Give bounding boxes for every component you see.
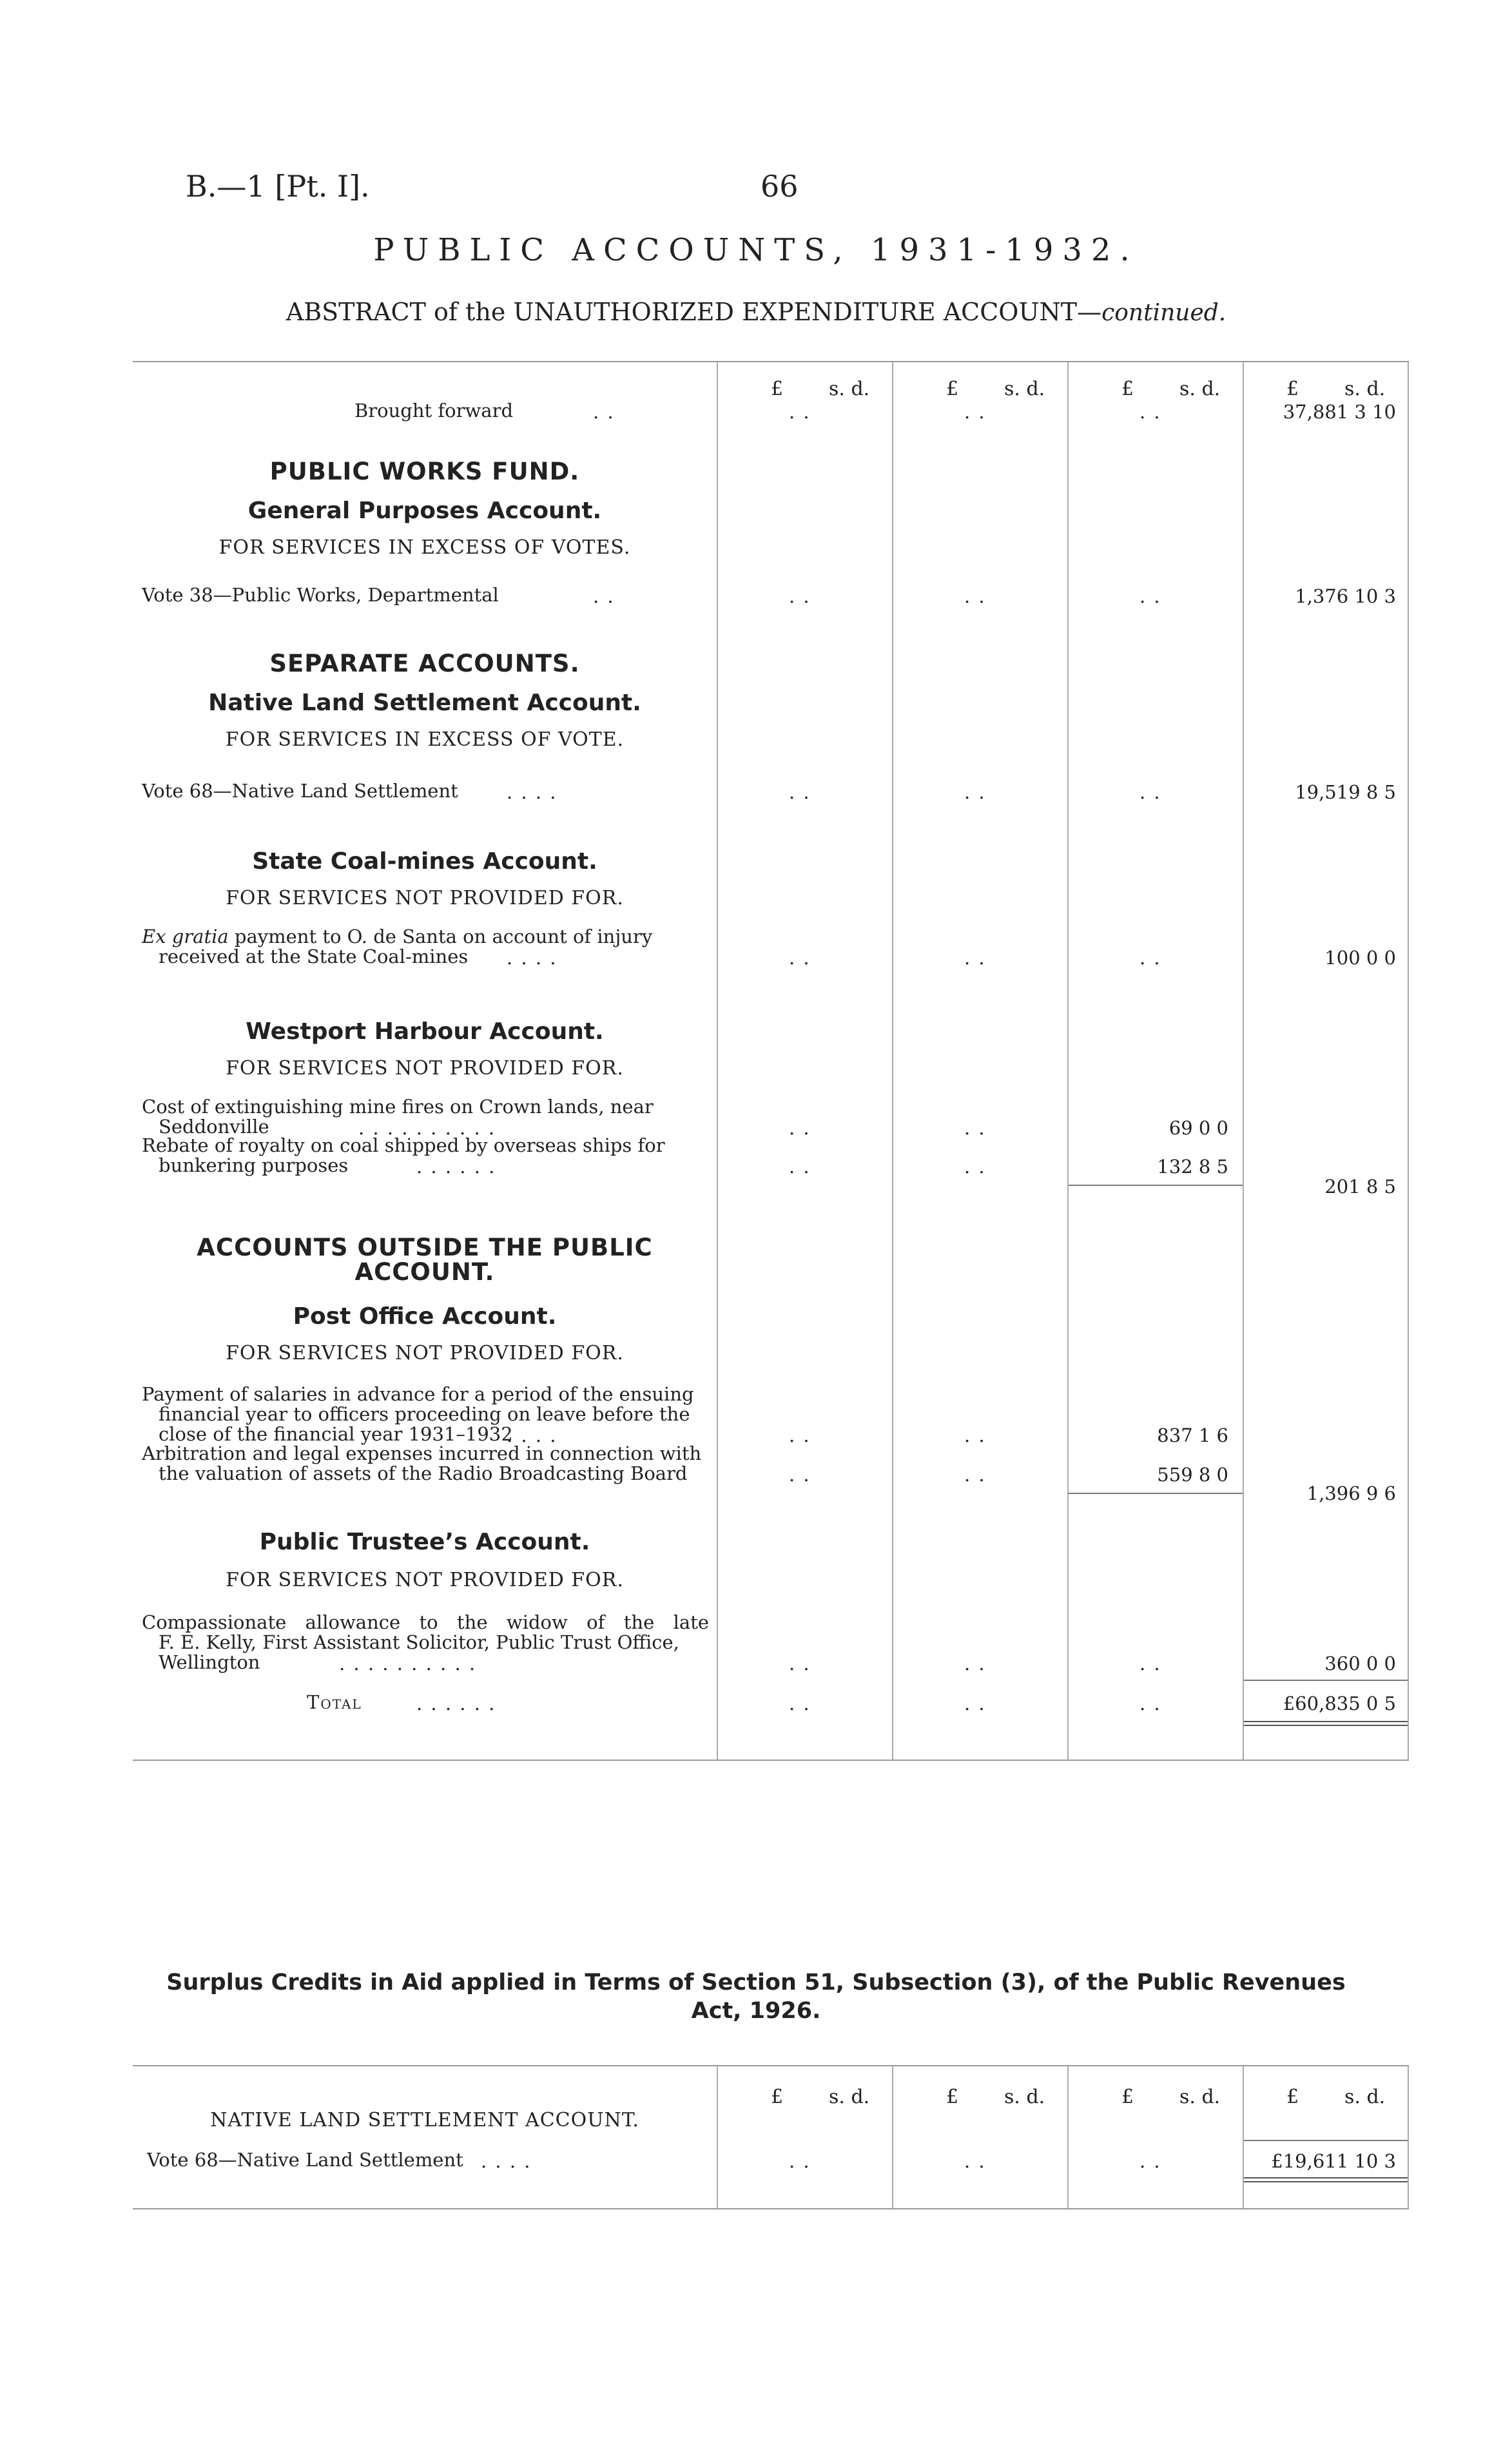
total-westport: 201 8 5 xyxy=(1324,1176,1396,1198)
expenditure-table: £ s. d. £ s. d. £ s. d. £ s. d. Brought forward . . . . . . . . 37,881 3 10 PUBLIC WORKS FUND. General Purposes Account. FOR SERVICES IN EXCESS OF VOTES. Vote 38—Public Works, Departmental . . . . . . . . 1,376 10 3 SEPARATE ACCOUNTS. Native Land Settlement Account. FOR SERVICES IN EXCESS OF VOTE. Vote 68—Native Land Settlement . . . . . . . . . . 19,519 8 5 State Coal-mines Account. FOR SERVICES NOT PROVIDED FOR. Ex gratia payment to O. de Santa on account of injury received at the State Coal-mines . . . . . . . . . . 100 0 0 Westport Harbour Account. FOR SERVICES NOT PROVIDED FOR. Cost of extinguishing mine fires on Crown lands, near Seddonville . . . . . . . . . . . . . . 69 0 0 Rebate of royalty on coal shipped by overseas ships for bunkering purposes . . . . . . . . . . 132 8 5 201 8 5 ACCOUNTS OUTSIDE THE PUBLIC ACCOUNT. Post Office Account. FOR SERVICES NOT PROVIDED FOR. Payment of salaries in advance for a period of the ensuing financial year to officers proceeding on leave before the close of the financial year 1931–1932 . . . . . . . . 837 1 6 Arbitration and legal expenses incurred in connection with the valuation of assets of the Radio Broadcasting Board . . . . 559 8 0 1,396 9 6 Public Trustee’s Account. FOR SERVICES NOT PROVIDED FOR. Compassionate allowance to the widow of the late F. E. Kelly, First Assistant Solicitor, Public Trust Office, Wellington . . . . . . . . . . . . . . . . 360 0 0 Total . . . . . . . . . . . . £60,835 0 5 xyxy=(133,361,1409,1761)
surplus-title: Surplus Credits in Aid applied in Terms of Section 51, Subsection (3), of the Public Revenues xyxy=(166,1970,1346,1995)
brought-forward-total: 37,881 3 10 xyxy=(1283,401,1396,423)
amount-arbitration: 559 8 0 xyxy=(1157,1464,1228,1486)
surplus-item-vote-68: Vote 68—Native Land Settlement xyxy=(147,2149,463,2171)
section-heading-outside: ACCOUNTS OUTSIDE THE PUBLIC xyxy=(197,1234,653,1261)
col-sd-2: s. d. xyxy=(1004,2086,1045,2108)
section-heading-separate: SEPARATE ACCOUNTS. xyxy=(269,650,580,677)
page-title: PUBLIC ACCOUNTS, 1931-1932. xyxy=(373,232,1139,268)
item-compassionate: Compassionate allowance to the widow of the late xyxy=(142,1611,709,1633)
item-arbitration: Arbitration and legal expenses incurred in connection with xyxy=(142,1442,702,1464)
row-leader: . . xyxy=(593,401,615,423)
brought-forward-label: Brought forward xyxy=(354,400,514,422)
item-salaries-advance: Payment of salaries in advance for a period of the ensuing xyxy=(142,1383,694,1405)
item-royalty-rebate: Rebate of royalty on coal shipped by overseas ships for xyxy=(142,1134,665,1156)
account-heading-native-land: Native Land Settlement Account. xyxy=(208,690,641,716)
services-heading: FOR SERVICES NOT PROVIDED FOR. xyxy=(226,1342,624,1364)
total-label: Total xyxy=(307,1691,362,1713)
total-ex-gratia: 100 0 0 xyxy=(1324,947,1396,969)
col-sd-3: s. d. xyxy=(1179,2086,1221,2108)
account-heading-public-trustee: Public Trustee’s Account. xyxy=(259,1529,590,1555)
col-sd-4: s. d. xyxy=(1344,2086,1386,2108)
col-sd-2: s. d. xyxy=(1004,378,1045,400)
amount-mine-fires: 69 0 0 xyxy=(1168,1117,1228,1139)
col-pound-1: £ xyxy=(771,378,784,400)
services-heading: FOR SERVICES IN EXCESS OF VOTE. xyxy=(225,728,625,751)
services-heading: FOR SERVICES NOT PROVIDED FOR. xyxy=(226,1569,624,1591)
amount-salaries-advance: 837 1 6 xyxy=(1157,1424,1228,1446)
total-post-office: 1,396 9 6 xyxy=(1306,1482,1396,1504)
col-pound-3: £ xyxy=(1121,378,1134,400)
services-heading: FOR SERVICES IN EXCESS OF VOTES. xyxy=(218,536,631,559)
col-sd-4: s. d. xyxy=(1344,378,1386,400)
col-pound-3: £ xyxy=(1121,2086,1134,2108)
col-sd-3: s. d. xyxy=(1179,378,1221,400)
surplus-account-heading: NATIVE LAND SETTLEMENT ACCOUNT. xyxy=(210,2109,639,2131)
item-ex-gratia: Ex gratia payment to O. de Santa on account of injury xyxy=(142,926,653,947)
col-pound-1: £ xyxy=(771,2086,784,2108)
account-heading-general-purposes: General Purposes Account. xyxy=(247,498,602,524)
section-heading-public-works: PUBLIC WORKS FUND. xyxy=(269,458,580,485)
total-vote-68: 19,519 8 5 xyxy=(1295,781,1396,803)
account-heading-post-office: Post Office Account. xyxy=(293,1303,557,1330)
col-pound-4: £ xyxy=(1286,378,1299,400)
document-reference: B.—1 [Pt. I]. xyxy=(186,169,370,204)
col-pound-2: £ xyxy=(946,378,959,400)
services-heading: FOR SERVICES NOT PROVIDED FOR. xyxy=(226,887,624,909)
surplus-table: £ s. d. £ s. d. £ s. d. £ s. d. NATIVE LAND SETTLEMENT ACCOUNT. Vote 68—Native Land Settlement . . . . . . . . . . £19,611 10 3 xyxy=(133,2065,1409,2209)
col-sd-1: s. d. xyxy=(829,2086,870,2108)
services-heading: FOR SERVICES NOT PROVIDED FOR. xyxy=(226,1057,624,1080)
item-vote-38: Vote 38—Public Works, Departmental xyxy=(142,584,499,606)
item-mine-fires: Cost of extinguishing mine fires on Crown lands, near xyxy=(142,1096,654,1118)
page-number: 66 xyxy=(761,169,799,204)
surplus-total: £19,611 10 3 xyxy=(1271,2150,1396,2172)
account-heading-westport: Westport Harbour Account. xyxy=(246,1018,604,1045)
col-pound-4: £ xyxy=(1286,2086,1299,2108)
amount-royalty-rebate: 132 8 5 xyxy=(1157,1156,1228,1178)
col-sd-1: s. d. xyxy=(829,378,870,400)
page-subtitle: ABSTRACT of the UNAUTHORIZED EXPENDITURE ACCOUNT—continued. xyxy=(286,298,1226,326)
total-compassionate: 360 0 0 xyxy=(1324,1653,1396,1674)
account-heading-coal-mines: State Coal-mines Account. xyxy=(252,848,597,875)
total-vote-38: 1,376 10 3 xyxy=(1295,585,1396,607)
item-vote-68: Vote 68—Native Land Settlement xyxy=(142,780,458,802)
grand-total: £60,835 0 5 xyxy=(1283,1693,1396,1714)
col-pound-2: £ xyxy=(946,2086,959,2108)
